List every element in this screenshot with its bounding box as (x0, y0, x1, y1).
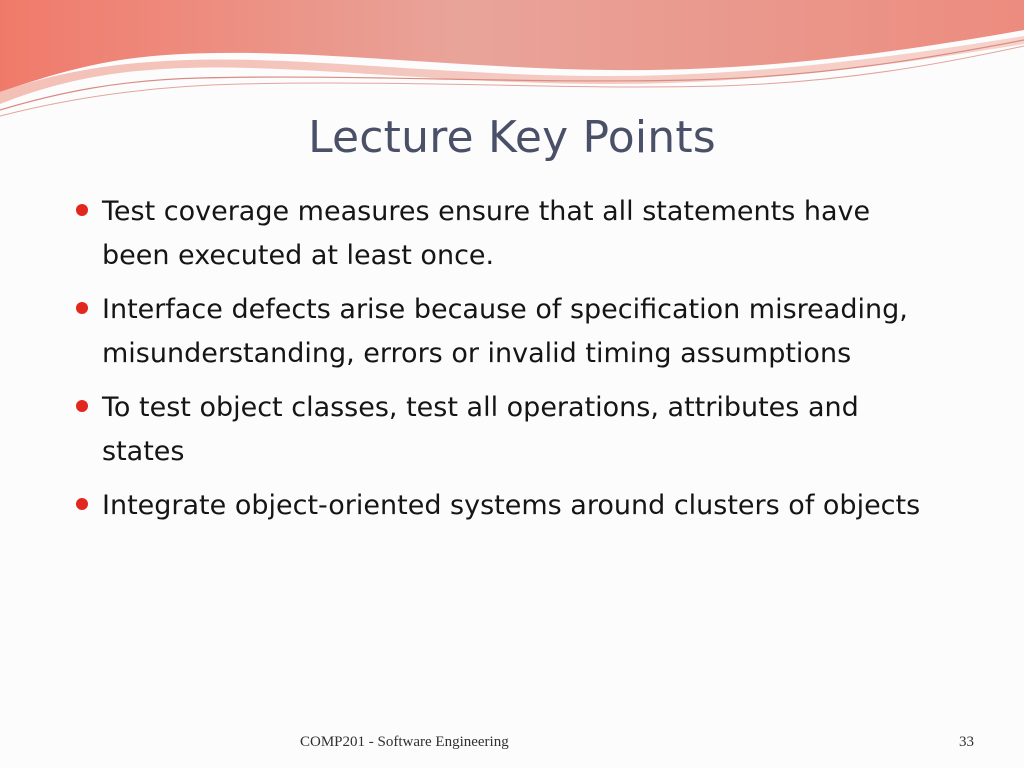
bullet-text: To test object classes, test all operations, attributes and states (102, 392, 859, 467)
bullet-dot-icon (76, 400, 88, 412)
bullet-text: Integrate object-oriented systems around clusters of objects (102, 490, 921, 521)
bullet-item (74, 288, 934, 376)
header-wave-decoration (0, 0, 1024, 130)
footer-course-label: COMP201 - Software Engineering (300, 734, 509, 750)
bullet-dot-icon (76, 498, 88, 510)
bullet-item (74, 386, 934, 474)
slide-title: Lecture Key Points (308, 112, 716, 163)
bullet-item (74, 484, 934, 528)
bullet-item (74, 190, 934, 278)
bullet-dot-icon (76, 204, 88, 216)
bullet-text: Interface defects arise because of specification misreading, misunderstanding, errors or invalid timing assumptions (102, 294, 908, 369)
bullet-dot-icon (76, 302, 88, 314)
slide-page-number: 33 (959, 734, 974, 750)
bullet-list (74, 190, 934, 538)
bullet-text: Test coverage measures ensure that all statements have been executed at least once. (102, 196, 871, 271)
